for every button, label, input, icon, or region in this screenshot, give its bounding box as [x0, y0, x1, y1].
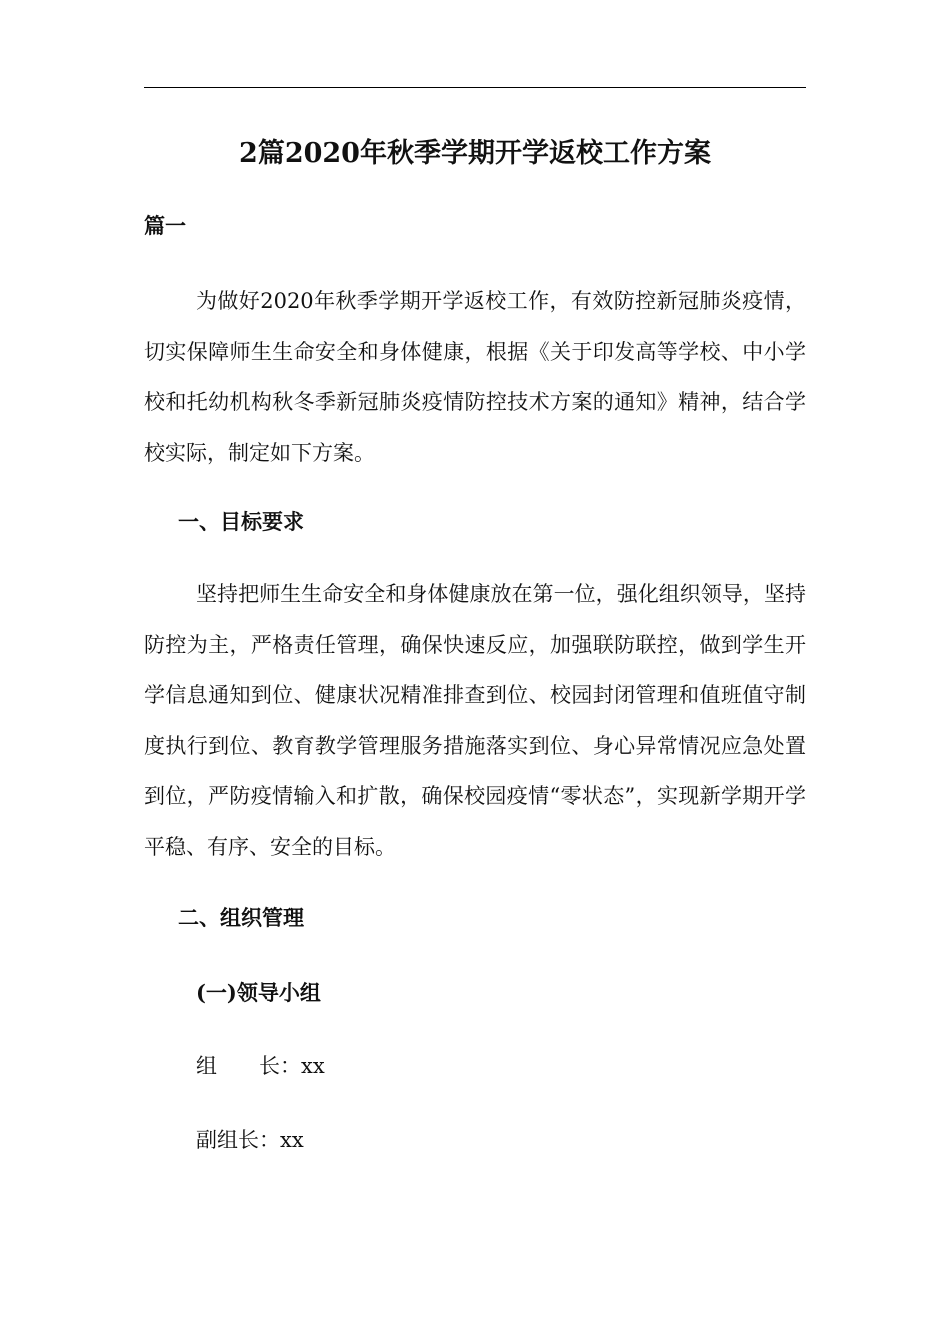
document-title: 2篇2020年秋季学期开学返校工作方案 — [239, 138, 711, 169]
section-heading-organization: 二、组织管理 — [178, 905, 304, 930]
intro-paragraph: 为做好2020年秋季学期开学返校工作，有效防控新冠肺炎疫情，切实保障师生生命安全和身体健康，根据《关于印发高等学校、中小学校和托幼机构秋冬季新冠肺炎疫情防控技术方案的通知》精神，结合学校实际，制定如下方案。 — [144, 289, 806, 465]
header-rule — [144, 87, 806, 88]
member-line-leader: 组 长：xx — [196, 1054, 325, 1078]
subheading-leadership-group: (一)领导小组 — [196, 980, 321, 1005]
member-line-deputy-leader: 副组长：xx — [196, 1128, 304, 1152]
part-label: 篇一 — [144, 213, 186, 238]
goals-paragraph: 坚持把师生生命安全和身体健康放在第一位，强化组织领导，坚持防控为主，严格责任管理，确保快速反应，加强联防联控，做到学生开学信息通知到位、健康状况精准排查到位、校园封闭管理和值班值守制度执行到位、教育教学管理服务措施落实到位、身心异常情况应急处置到位，严防疫情输入和扩散，确保校园疫情“零状态”，实现新学期开学平稳、有序、安全的目标。 — [144, 582, 806, 859]
section-heading-goals: 一、目标要求 — [178, 509, 304, 534]
